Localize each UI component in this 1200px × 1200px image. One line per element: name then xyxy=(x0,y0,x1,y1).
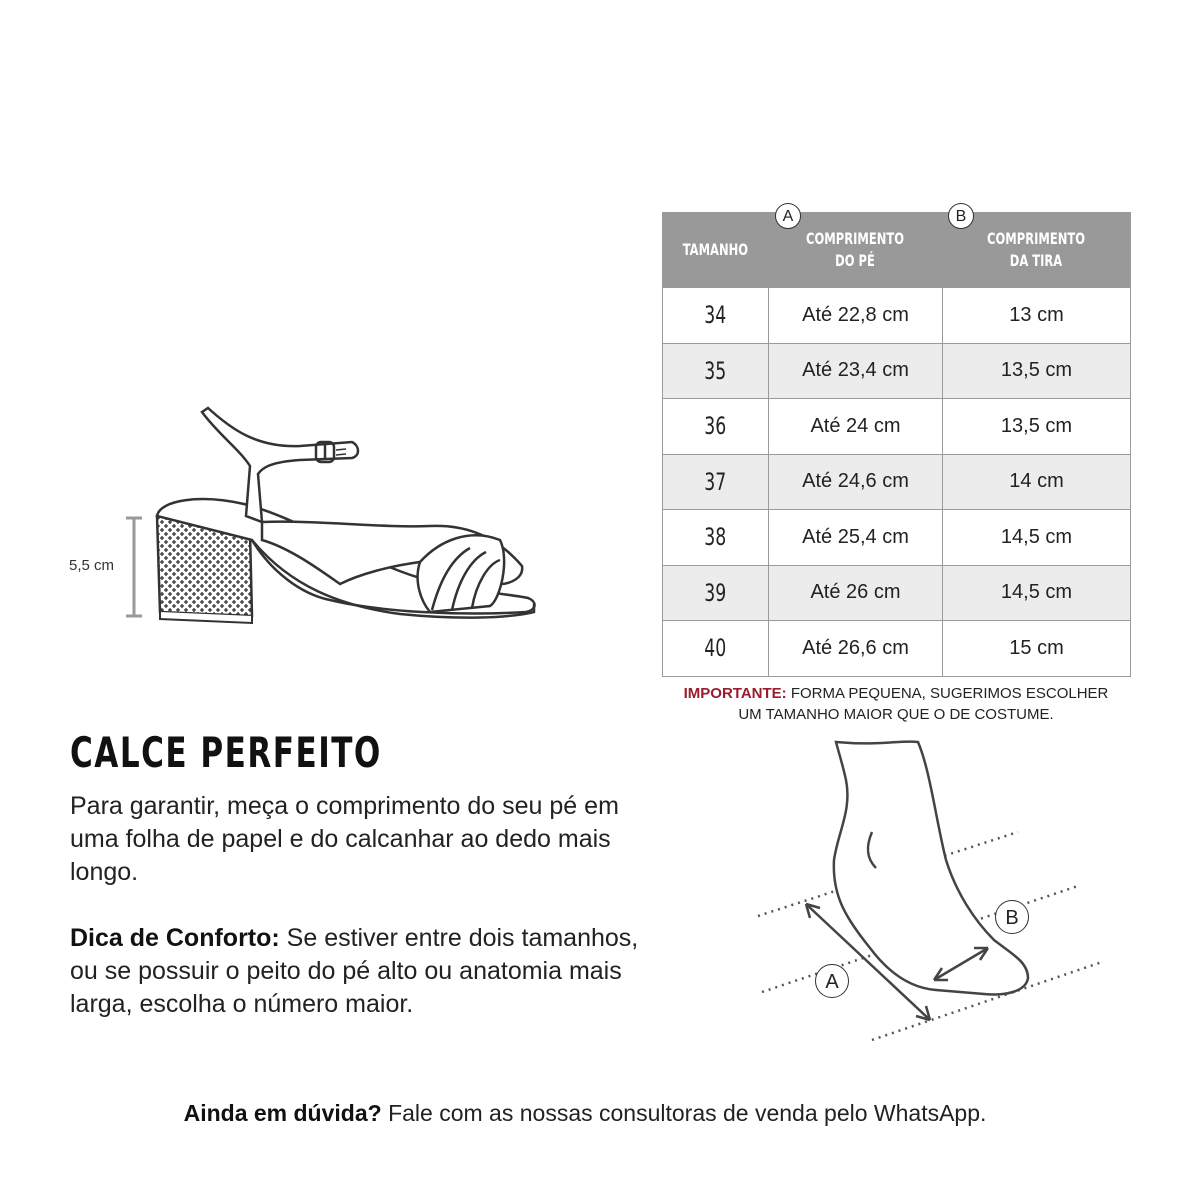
strap-length-cell: 13 cm xyxy=(943,288,1131,344)
fit-title: CALCE PERFEITO xyxy=(70,728,382,777)
foot-length-cell: Até 26,6 cm xyxy=(769,621,943,677)
header-size: TAMANHO xyxy=(663,213,769,288)
marker-a-foot: A xyxy=(815,964,849,998)
footer-lead: Ainda em dúvida? xyxy=(183,1100,382,1126)
comfort-tip-text: Se estiver entre dois tamanhos, ou se possuir o peito do pé alto ou anatomia mais larga, escolha o número maior. xyxy=(70,924,639,1018)
important-line-1: FORMA PEQUENA, SUGERIMOS ESCOLHER xyxy=(786,685,1109,702)
foot-length-cell: Até 23,4 cm xyxy=(769,343,943,399)
comfort-tip-label: Dica de Conforto: xyxy=(70,924,280,952)
strap-length-cell: 15 cm xyxy=(943,621,1131,677)
size-value: 36 xyxy=(704,412,727,441)
strap-length-cell: 13,5 cm xyxy=(943,343,1131,399)
marker-a-table: A xyxy=(775,203,801,229)
strap-length-cell: 13,5 cm xyxy=(943,399,1131,455)
strap-length-cell: 14,5 cm xyxy=(943,510,1131,566)
size-value: 38 xyxy=(704,523,727,552)
footer-contact xyxy=(0,1100,1170,1127)
important-label: IMPORTANTE: xyxy=(683,685,787,702)
foot-length-cell: Até 24,6 cm xyxy=(769,454,943,510)
size-value: 35 xyxy=(704,356,727,385)
strap-length-cell: 14,5 cm xyxy=(943,565,1131,621)
footer-text: Fale com as nossas consultoras de venda pelo WhatsApp. xyxy=(381,1100,987,1126)
heel-height-label: 5,5 cm xyxy=(69,557,115,574)
header-strap-length: COMPRIMENTO DA TIRA xyxy=(943,213,1131,288)
size-value: 40 xyxy=(704,634,727,663)
size-value: 34 xyxy=(704,301,727,330)
foot-length-cell: Até 22,8 cm xyxy=(769,288,943,344)
fit-instructions: Para garantir, meça o comprimento do seu pé em uma folha de papel e do calcanhar ao dedo mais longo. xyxy=(70,792,619,886)
foot-length-cell: Até 24 cm xyxy=(769,399,943,455)
size-value: 39 xyxy=(704,578,727,607)
marker-b-foot: B xyxy=(995,900,1029,934)
strap-length-cell: 14 cm xyxy=(943,454,1131,510)
important-line-2: UM TAMANHO MAIOR QUE O DE COSTUME. xyxy=(738,706,1054,723)
size-value: 37 xyxy=(704,467,727,496)
foot-length-cell: Até 25,4 cm xyxy=(769,510,943,566)
header-foot-length: COMPRIMENTO DO PÉ xyxy=(769,213,943,288)
marker-b-table: B xyxy=(948,203,974,229)
foot-length-cell: Até 26 cm xyxy=(769,565,943,621)
